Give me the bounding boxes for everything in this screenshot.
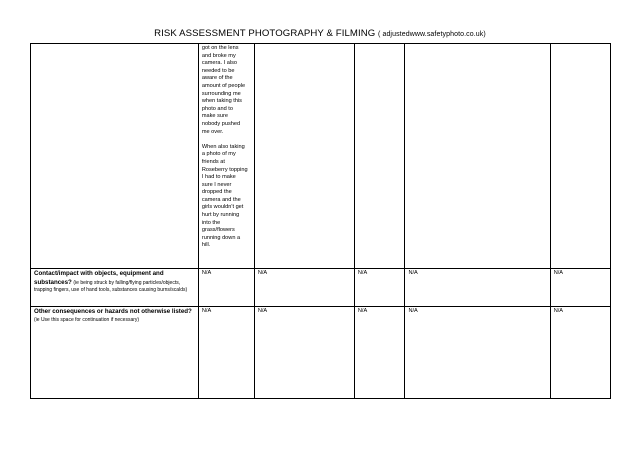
notes-cell	[198, 44, 254, 269]
table-cell: N/A	[550, 307, 610, 399]
notes-paragraph: got on the lens and broke my camera. I also needed to be aware of the amount of people surrounding me when taking this photo and to make sure nobody pushed me over.	[201, 45, 246, 135]
page-title	[0, 28, 640, 39]
table-cell: N/A	[354, 269, 405, 307]
table-cell: N/A	[550, 269, 610, 307]
hazard-cell	[31, 307, 199, 399]
title-text: RISK ASSESSMENT PHOTOGRAPHY & FILMING	[154, 28, 376, 39]
hazard-title: Contact/impact with objects, equipment and substances?	[34, 270, 164, 286]
table-cell	[254, 44, 354, 269]
notes-paragraph: When also taking a photo of my friends at Roseberry topping I had to make sure I never dropped the camera and the girls wouldn't get hurt by running into the grass/flowers running down a hill.	[201, 143, 248, 249]
table-cell	[405, 44, 550, 269]
title-source: ( adjustedwww.safetyphoto.co.uk)	[377, 31, 486, 38]
hazard-note: (ie being struck by falling/flying particles/objects, trapping fingers, use of hand tools, substances causing burns/scalds)	[34, 279, 188, 294]
table-cell: N/A	[405, 307, 550, 399]
table-cell: N/A	[354, 307, 405, 399]
table-cell	[550, 44, 610, 269]
table-cell: N/A	[198, 307, 254, 399]
risk-assessment-table	[30, 43, 611, 399]
table-cell: N/A	[254, 307, 354, 399]
table-row	[31, 269, 611, 307]
table-cell: N/A	[405, 269, 550, 307]
hazard-cell	[31, 44, 199, 269]
table-cell	[354, 44, 405, 269]
hazard-title: Other consequences or hazards not otherwise listed?	[34, 308, 192, 315]
hazard-cell	[31, 269, 199, 307]
table-row	[31, 307, 611, 399]
table-row	[31, 44, 611, 269]
table-cell: N/A	[254, 269, 354, 307]
hazard-note: (ie Use this space for continuation if necessary)	[34, 316, 140, 323]
table-cell: N/A	[198, 269, 254, 307]
